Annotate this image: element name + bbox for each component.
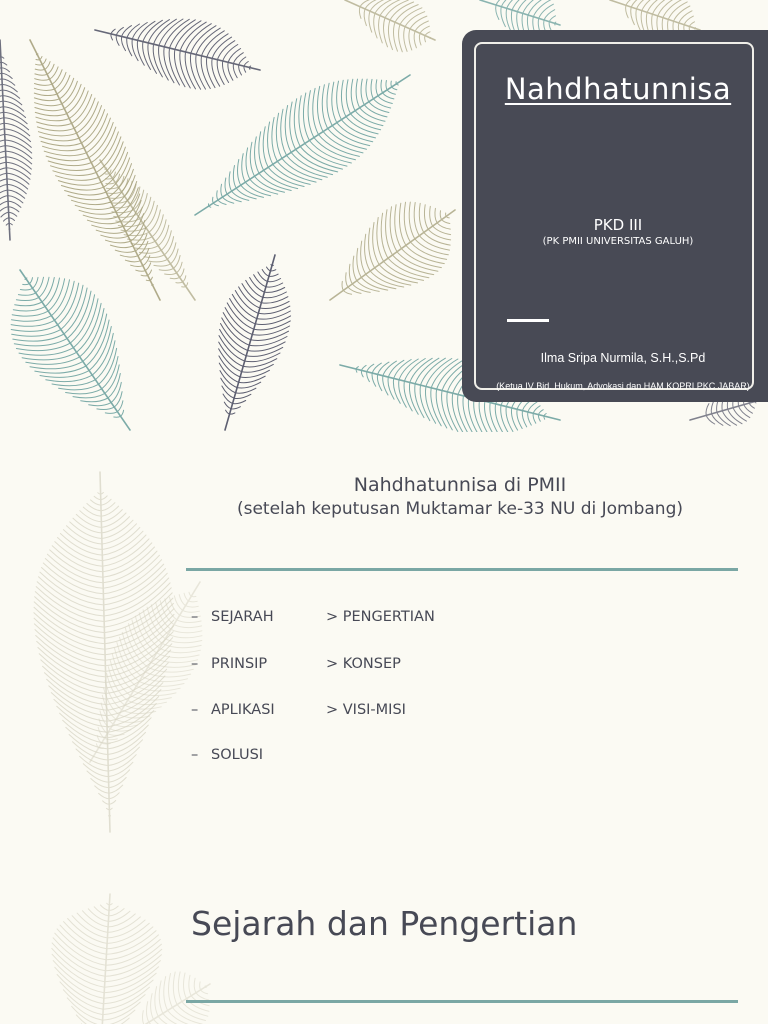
author-role: (Ketua IV Bid. Hukum, Advokasi dan HAM KOPRI PKC JABAR)	[496, 381, 750, 391]
title-slide	[0, 0, 768, 432]
section-rule	[186, 1000, 738, 1003]
list-item-pengertian: > PENGERTIAN	[326, 609, 435, 625]
author-name: Ilma Sripa Nurmila, S.H.,S.Pd	[540, 351, 706, 365]
section-slide	[0, 864, 768, 1024]
bullet-dash: –	[191, 747, 199, 763]
feather-shape	[34, 472, 174, 832]
feather-shape	[95, 19, 260, 89]
bullet-dash: –	[191, 609, 199, 625]
faded-feather-decoration	[0, 432, 768, 864]
feather-shape	[345, 0, 435, 52]
bullet-dash: –	[191, 656, 199, 672]
feather-shape	[219, 255, 291, 430]
feather-shape	[30, 40, 160, 300]
feather-shape	[0, 40, 32, 240]
organizer-name: (PK PMII UNIVERSITAS GALUH)	[542, 236, 694, 247]
event-name: PKD III	[593, 216, 643, 234]
title-divider	[507, 319, 549, 322]
list-item-prinsip: PRINSIP	[211, 656, 268, 672]
list-item-aplikasi: APLIKASI	[211, 702, 275, 718]
list-item-konsep: > KONSEP	[326, 656, 401, 672]
title-rule	[186, 568, 738, 571]
feather-shape	[100, 160, 195, 300]
feather-shape	[330, 202, 455, 300]
outline-slide	[0, 432, 768, 864]
slide-subtitle: (setelah keputusan Muktamar ke-33 NU di Jombang)	[236, 499, 684, 519]
section-title: Sejarah dan Pengertian	[191, 904, 578, 943]
feather-shape	[52, 894, 162, 1024]
list-item-sejarah: SEJARAH	[211, 609, 274, 625]
title-card	[462, 30, 768, 402]
list-item-visi-misi: > VISI-MISI	[326, 702, 406, 718]
presentation-title: Nahdhatunnisa	[504, 72, 732, 106]
bullet-dash: –	[191, 702, 199, 718]
feather-shape	[195, 75, 410, 215]
slide-title: Nahdhatunnisa di PMII	[353, 474, 567, 496]
list-item-solusi: SOLUSI	[211, 747, 264, 763]
feather-shape	[90, 582, 202, 762]
feather-shape	[11, 270, 130, 430]
